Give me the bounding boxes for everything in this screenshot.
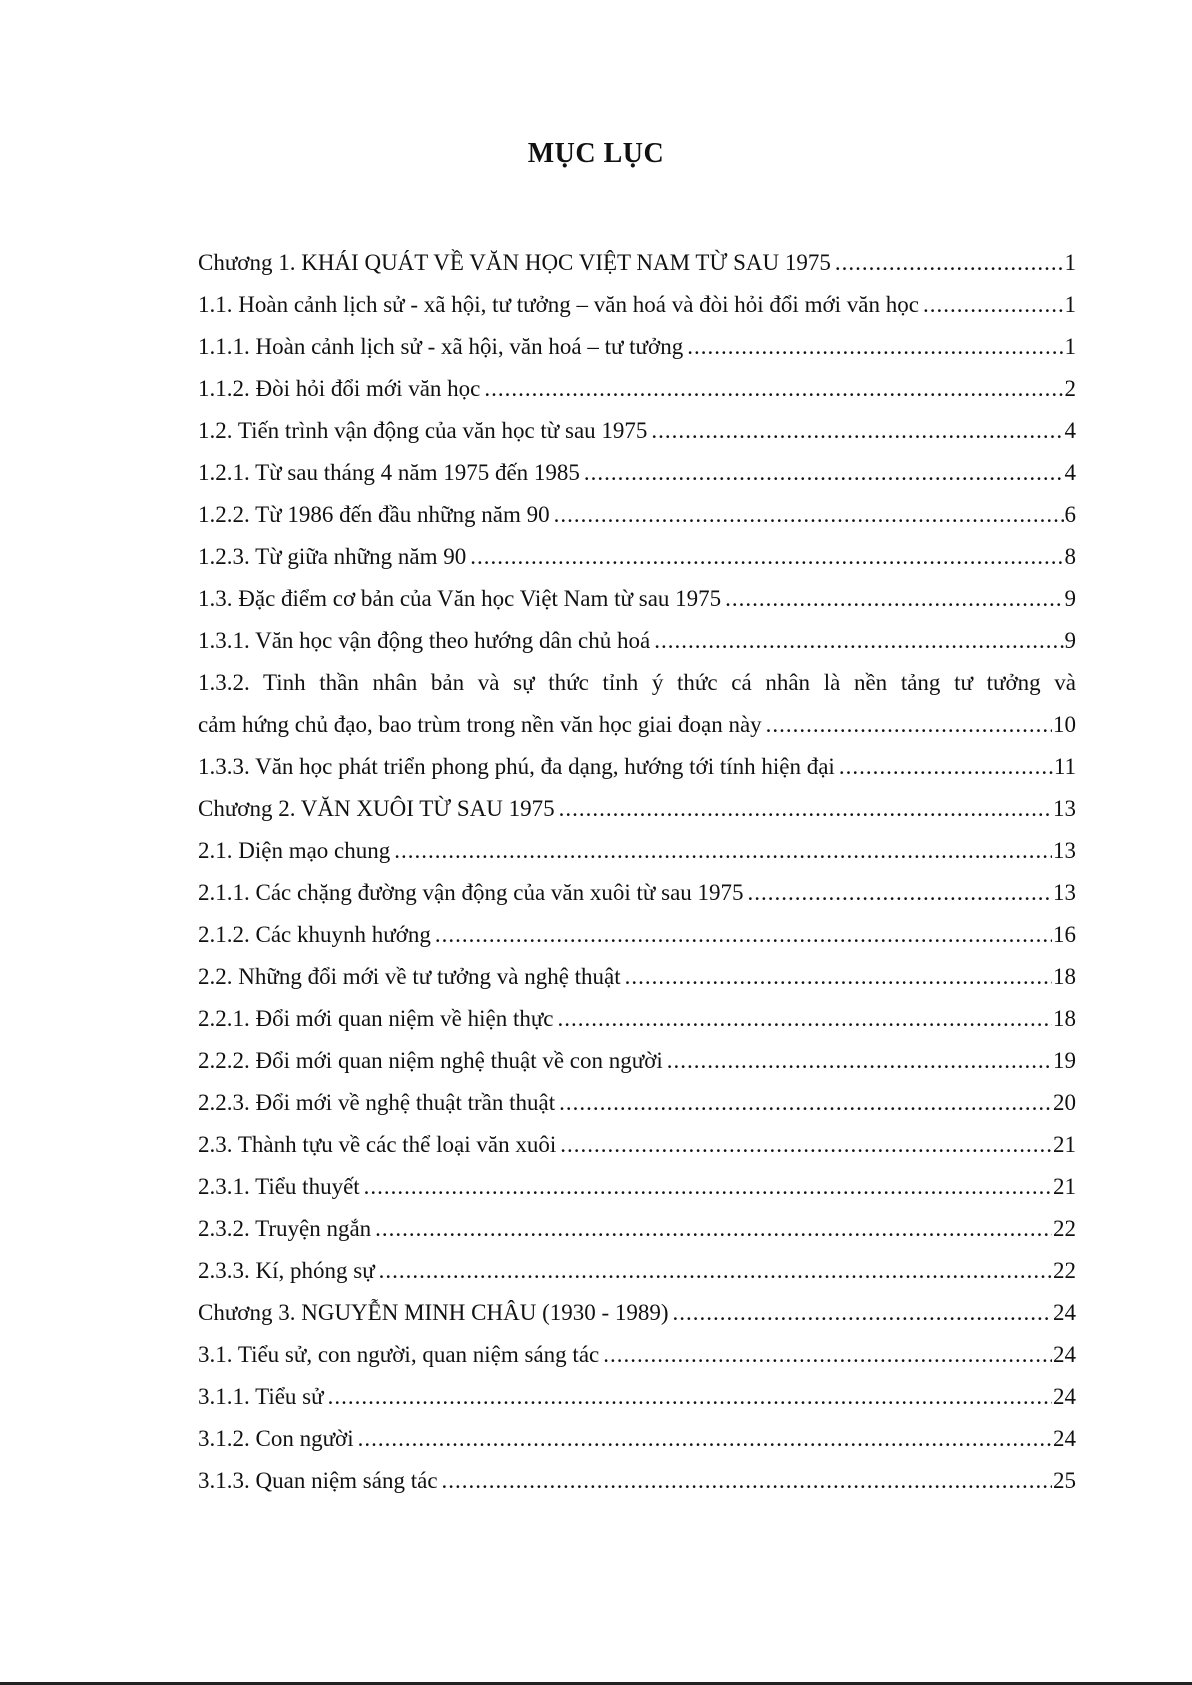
toc-entry[interactable] [198, 1124, 1076, 1166]
toc-entry-label: 2.3.2. Truyện ngắn [198, 1216, 372, 1241]
toc-entry-label: 1.2.1. Từ sau tháng 4 năm 1975 đến 1985 [198, 460, 580, 485]
toc-entry-label: 2.2. Những đổi mới về tư tưởng và nghệ thuật [198, 964, 621, 989]
dot-leader [766, 704, 1052, 746]
dot-leader [725, 578, 1063, 620]
toc-entry[interactable] [198, 1166, 1076, 1208]
toc-entry[interactable] [198, 1418, 1076, 1460]
toc-entry-label: 1.1.1. Hoàn cảnh lịch sử - xã hội, văn hoá – tư tưởng [198, 334, 684, 359]
toc-entry-label: 2.1.1. Các chặng đường vận động của văn xuôi từ sau 1975 [198, 880, 744, 905]
toc-entry-page: 1 [1064, 250, 1076, 275]
toc-entry[interactable] [198, 242, 1076, 284]
toc-entry-label: 2.2.1. Đổi mới quan niệm về hiện thực [198, 1006, 554, 1031]
toc-entry-page: 24 [1053, 1384, 1076, 1409]
toc-entry[interactable] [198, 410, 1076, 452]
toc-entry-page: 18 [1053, 1006, 1076, 1031]
dot-leader [560, 1124, 1052, 1166]
toc-entry-page: 4 [1064, 460, 1076, 485]
toc-entry-label: 1.3.1. Văn học vận động theo hướng dân chủ hoá [198, 628, 651, 653]
dot-leader [651, 410, 1063, 452]
toc-entry[interactable] [198, 1040, 1076, 1082]
toc-entry-page: 2 [1064, 376, 1076, 401]
toc-entry-page: 24 [1053, 1342, 1076, 1367]
toc-entry-label: Chương 1. KHÁI QUÁT VỀ VĂN HỌC VIỆT NAM TỪ SAU 1975 [198, 250, 831, 275]
toc-entry-page: 18 [1053, 964, 1076, 989]
dot-leader [364, 1166, 1052, 1208]
toc-entry-page: 22 [1053, 1216, 1076, 1241]
toc-entry[interactable] [198, 1082, 1076, 1124]
toc-entry[interactable] [198, 1250, 1076, 1292]
dot-leader [625, 956, 1052, 998]
toc-entry[interactable] [198, 620, 1076, 662]
toc-entry[interactable] [198, 704, 1076, 746]
toc-entry-wrapped-line[interactable] [198, 662, 1076, 704]
toc-entry[interactable] [198, 872, 1076, 914]
dot-leader [584, 452, 1064, 494]
toc-entry[interactable] [198, 1334, 1076, 1376]
toc-entry-page: 20 [1053, 1090, 1076, 1115]
toc-entry-label: 1.3.3. Văn học phát triển phong phú, đa dạng, hướng tới tính hiện đại [198, 754, 835, 779]
toc-entry-label: 2.1.2. Các khuynh hướng [198, 922, 431, 947]
toc-entry-page: 13 [1053, 838, 1076, 863]
dot-leader [835, 242, 1064, 284]
dot-leader [375, 1208, 1052, 1250]
toc-entry-page: 6 [1064, 502, 1076, 527]
toc-entry-page: 1 [1064, 334, 1076, 359]
toc-entry-page: 24 [1053, 1300, 1076, 1325]
toc-entry-label: cảm hứng chủ đạo, bao trùm trong nền văn học giai đoạn này [198, 712, 762, 737]
toc-entry[interactable] [198, 1460, 1076, 1502]
dot-leader [603, 1334, 1052, 1376]
toc-entry-page: 19 [1053, 1048, 1076, 1073]
toc-entry-label: 1.3. Đặc điểm cơ bản của Văn học Việt Nam từ sau 1975 [198, 586, 722, 611]
toc-entry-page: 10 [1053, 712, 1076, 737]
toc-entry[interactable] [198, 578, 1076, 620]
toc-entry[interactable] [198, 536, 1076, 578]
toc-entry-label: 2.3.1. Tiểu thuyết [198, 1174, 360, 1199]
toc-entry-page: 16 [1053, 922, 1076, 947]
toc-entry-label: 2.2.2. Đổi mới quan niệm nghệ thuật về con người [198, 1048, 663, 1073]
dot-leader [687, 326, 1063, 368]
dot-leader [839, 746, 1053, 788]
toc-entry-page: 11 [1053, 754, 1076, 779]
dot-leader [442, 1460, 1052, 1502]
toc-entry-label: 1.1.2. Đòi hỏi đổi mới văn học [198, 376, 481, 401]
toc-entry[interactable] [198, 368, 1076, 410]
toc-entry-page: 1 [1064, 292, 1076, 317]
toc-entry[interactable] [198, 1376, 1076, 1418]
toc-entry[interactable] [198, 284, 1076, 326]
toc-entry-page: 21 [1053, 1174, 1076, 1199]
toc-entry[interactable] [198, 1292, 1076, 1334]
toc-entry-label: 1.2.3. Từ giữa những năm 90 [198, 544, 467, 569]
toc-entry[interactable] [198, 746, 1076, 788]
dot-leader [673, 1292, 1052, 1334]
page-title: MỤC LỤC [527, 138, 665, 169]
dot-leader [554, 494, 1064, 536]
toc-entry-label: 3.1. Tiểu sử, con người, quan niệm sáng tác [198, 1342, 600, 1367]
toc-entry-label: 1.1. Hoàn cảnh lịch sử - xã hội, tư tưởng – văn hoá và đòi hỏi đổi mới văn học [198, 292, 919, 317]
toc-entry-label: Chương 2. VĂN XUÔI TỪ SAU 1975 [198, 796, 555, 821]
dot-leader [435, 914, 1052, 956]
toc-entry-label: 2.3. Thành tựu về các thể loại văn xuôi [198, 1132, 557, 1157]
toc-entry-page: 21 [1053, 1132, 1076, 1157]
toc-entry-page: 8 [1064, 544, 1076, 569]
toc-entry-label: 3.1.2. Con người [198, 1426, 354, 1451]
toc-entry-page: 9 [1064, 628, 1076, 653]
dot-leader [394, 830, 1052, 872]
dot-leader [559, 788, 1052, 830]
toc-entry[interactable] [198, 914, 1076, 956]
dot-leader [484, 368, 1063, 410]
toc-entry[interactable] [198, 956, 1076, 998]
toc-entry-label: 1.2. Tiến trình vận động của văn học từ sau 1975 [198, 418, 648, 443]
toc-entry-page: 4 [1064, 418, 1076, 443]
dot-leader [667, 1040, 1052, 1082]
toc-entry[interactable] [198, 452, 1076, 494]
table-of-contents [198, 242, 1076, 1502]
toc-entry[interactable] [198, 830, 1076, 872]
toc-entry[interactable] [198, 998, 1076, 1040]
dot-leader [358, 1418, 1052, 1460]
dot-leader [559, 1082, 1052, 1124]
toc-entry[interactable] [198, 494, 1076, 536]
toc-entry-label: 3.1.3. Quan niệm sáng tác [198, 1468, 438, 1493]
toc-entry[interactable] [198, 326, 1076, 368]
dot-leader [923, 284, 1064, 326]
toc-entry-label: 1.2.2. Từ 1986 đến đầu những năm 90 [198, 502, 550, 527]
toc-entry[interactable] [198, 788, 1076, 830]
toc-entry-page: 13 [1053, 796, 1076, 821]
dot-leader [558, 998, 1052, 1040]
toc-entry-page: 9 [1064, 586, 1076, 611]
toc-entry-label: 2.3.3. Kí, phóng sự [198, 1258, 375, 1283]
dot-leader [748, 872, 1052, 914]
toc-entry-label: 2.1. Diện mạo chung [198, 838, 391, 863]
dot-leader [379, 1250, 1052, 1292]
toc-entry-label: 3.1.1. Tiểu sử [198, 1384, 324, 1409]
toc-entry-page: 13 [1053, 880, 1076, 905]
toc-entry-page: 25 [1053, 1468, 1076, 1493]
dot-leader [470, 536, 1063, 578]
dot-leader [328, 1376, 1052, 1418]
toc-entry-page: 24 [1053, 1426, 1076, 1451]
dot-leader [654, 620, 1063, 662]
toc-entry[interactable] [198, 1208, 1076, 1250]
toc-entry-page: 22 [1053, 1258, 1076, 1283]
toc-entry-label-line1: 1.3.2. Tinh thần nhân bản và sự thức tỉnh ý thức cá nhân là nền tảng tư tưởng và [198, 670, 1076, 695]
toc-entry-label: 2.2.3. Đổi mới về nghệ thuật trần thuật [198, 1090, 556, 1115]
toc-entry-label: Chương 3. NGUYỄN MINH CHÂU (1930 - 1989) [198, 1300, 669, 1325]
